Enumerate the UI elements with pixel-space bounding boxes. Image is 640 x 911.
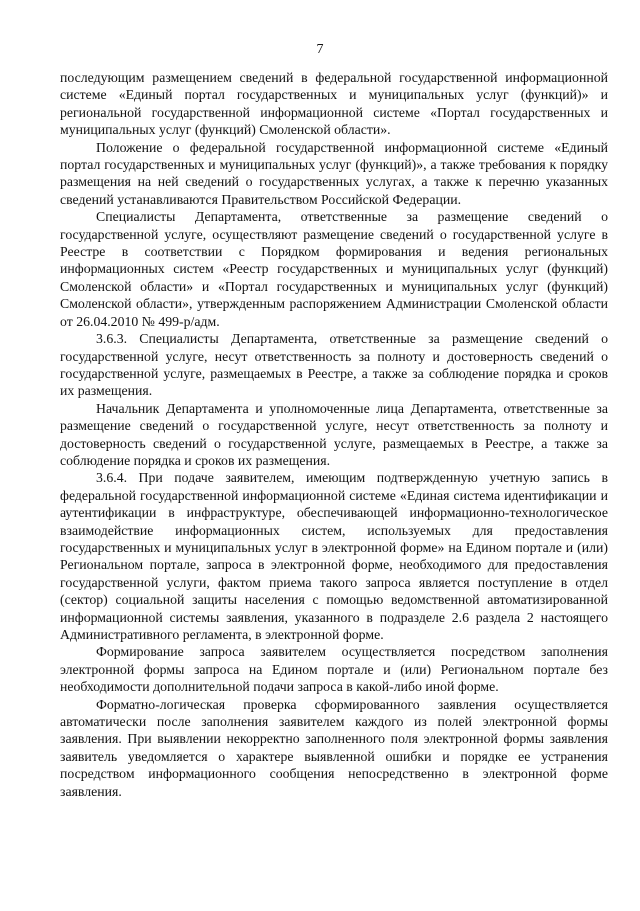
paragraph: Специалисты Департамента, ответственные за размещение сведений о государственной услуге, осуществляют размещение сведений о государственной услуге в Реестре в соответствии с Порядком формирования и ведения региональных информационных систем «Реестр государственных и муниципальных услуг (функций) Смоленской области» и «Портал государственных и муниципальных услуг (функций) Смоленской области», утвержденным распоряжением Администрации Смоленской области от 26.04.2010 № 499-р/адм.: [60, 209, 608, 329]
paragraph: Форматно-логическая проверка сформированного заявления осуществляется автоматически после заполнения заявителем каждого из полей электронной формы заявления. При выявлении некорректно заполненного поля электронной формы заявления заявитель уведомляется о характере выявленной ошибки и порядке ее устранения посредством информационного сообщения непосредственно в электронной форме заявления.: [60, 696, 608, 799]
document-body: [60, 69, 608, 800]
paragraph: 3.6.3. Специалисты Департамента, ответственные за размещение сведений о государственной услуге, несут ответственность за полноту и достоверность сведений о государственной услуге, размещаемых в Реестре, а также за соблюдение порядка и сроков их размещения.: [60, 331, 608, 399]
paragraph: Формирование запроса заявителем осуществляется посредством заполнения электронной формы запроса на Едином портале и (или) Региональном портале без необходимости дополнительной подачи запроса в какой-либо иной форме.: [60, 644, 608, 695]
paragraph: Положение о федеральной государственной информационной системе «Единый портал государственных и муниципальных услуг (функций)», а также требования к порядку размещения на ней сведений о государственных услугах, а также к перечню указанных сведений устанавливаются Правительством Российской Федерации.: [60, 139, 608, 207]
paragraph: Начальник Департамента и уполномоченные лица Департамента, ответственные за размещение сведений о государственной услуге, несут ответственность за полноту и достоверность сведений о государственной услуге, размещаемых в Реестре, а также за соблюдение порядка и сроков их размещения.: [60, 400, 608, 468]
paragraph: последующим размещением сведений в федеральной государственной информационной системе «Единый портал государственных и муниципальных услуг (функций)» и региональной государственной информационной системе «Портал государственных и муниципальных услуг (функций) Смоленской области».: [60, 70, 608, 138]
page-number: 7: [316, 42, 324, 57]
paragraph: 3.6.4. При подаче заявителем, имеющим подтвержденную учетную запись в федеральной государственной информационной системе «Единая система идентификации и аутентификации в инфраструктуре, обеспечивающей информационно-технологическое взаимодействие информационных систем, используемых для предоставления государственных и муниципальных услуг в электронной форме» на Едином портале и (или) Региональном портале, запроса в электронной форме, необходимого для предоставления государственной услуги, фактом приема такого запроса является поступление в отдел (сектор) социальной защиты населения с помощью ведомственной автоматизированной информационной системы заявления, указанного в подразделе 2.6 раздела 2 настоящего Административного регламента, в электронной форме.: [60, 470, 608, 642]
